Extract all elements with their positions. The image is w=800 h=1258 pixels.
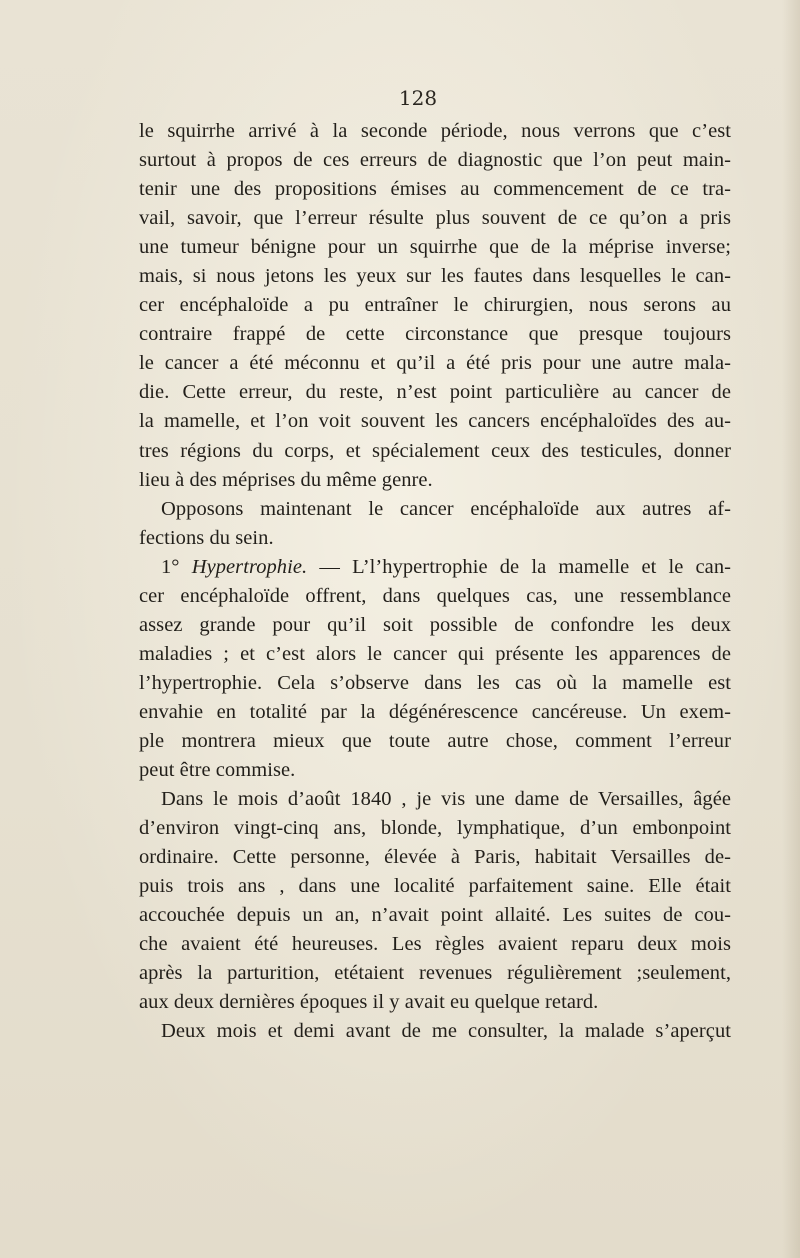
text-line: ple montrera mieux que toute autre chose, comment l’erreur xyxy=(139,729,731,752)
text-line: cer encéphaloïde a pu entraîner le chirurgien, nous serons au xyxy=(139,294,731,317)
section-heading-line xyxy=(139,553,731,582)
text-line: le cancer a été méconnu et qu’il a été pris pour une autre mala- xyxy=(139,352,731,375)
paragraph-start: Dans le mois d’août 1840 , je vis une dame de Versailles, âgée xyxy=(161,788,731,811)
section-dash: — xyxy=(319,555,340,578)
text-line: accouchée depuis un an, n’avait point allaité. Les suites de cou- xyxy=(139,904,731,927)
text-line: tenir une des propositions émises au commencement de ce tra- xyxy=(139,178,731,201)
text-line: vail, savoir, que l’erreur résulte plus souvent de ce qu’on a pris xyxy=(139,207,731,230)
text-line: l’hypertrophie. Cela s’observe dans les cas où la mamelle est xyxy=(139,671,731,694)
text-line: le squirrhe arrivé à la seconde période, nous verrons que c’est xyxy=(139,120,731,142)
text-line: tres régions du corps, et spécialement ceux des testicules, donner xyxy=(139,439,731,462)
paragraph-start: Deux mois et demi avant de me consulter, la malade s’aperçut xyxy=(161,1020,731,1043)
section-title: Hypertrophie. xyxy=(191,555,308,578)
text-line: d’environ vingt-cinq ans, blonde, lymphatique, d’un embonpoint xyxy=(139,817,731,840)
paragraph-start: Opposons maintenant le cancer encéphaloïde aux autres af- xyxy=(161,497,731,520)
text-line: l’hypertrophie de la mamelle et le can- xyxy=(369,555,731,578)
text-line: surtout à propos de ces erreurs de diagnostic que l’on peut main- xyxy=(139,149,731,172)
text-line: maladies ; et c’est alors le cancer qui présente les apparences de xyxy=(139,642,731,665)
section-number: 1° xyxy=(161,555,180,578)
text-line: ordinaire. Cette personne, élevée à Paris, habitait Versailles de- xyxy=(139,846,731,869)
text-line: une tumeur bénigne pour un squirrhe que de la méprise inverse; xyxy=(139,236,731,259)
page-number: 128 xyxy=(398,86,438,110)
text-line: fections du sein. xyxy=(139,526,274,549)
text-line: aux deux dernières époques il y avait eu quelque retard. xyxy=(139,991,599,1014)
text-line: cer encéphaloïde offrent, dans quelques cas, une ressemblance xyxy=(139,584,731,607)
text-line: contraire frappé de cette circonstance que presque toujours xyxy=(139,323,731,346)
text-line: lieu à des méprises du même genre. xyxy=(139,468,433,491)
text-line: peut être commise. xyxy=(139,759,296,782)
section-lead: L’ xyxy=(352,555,370,578)
body-text xyxy=(139,117,731,1047)
text-line: die. Cette erreur, du reste, n’est point particulière au cancer de xyxy=(139,381,731,404)
text-line: après la parturition, etétaient revenues régulièrement ;seulement, xyxy=(139,962,731,985)
text-line: assez grande pour qu’il soit possible de confondre les deux xyxy=(139,613,731,636)
text-line: che avaient été heureuses. Les règles avaient reparu deux mois xyxy=(139,933,731,956)
text-line: puis trois ans , dans une localité parfaitement saine. Elle était xyxy=(139,875,731,898)
text-line: mais, si nous jetons les yeux sur les fautes dans lesquelles le can- xyxy=(139,265,731,288)
text-line: envahie en totalité par la dégénérescence cancéreuse. Un exem- xyxy=(139,700,731,723)
text-line: la mamelle, et l’on voit souvent les cancers encéphaloïdes des au- xyxy=(139,410,731,433)
